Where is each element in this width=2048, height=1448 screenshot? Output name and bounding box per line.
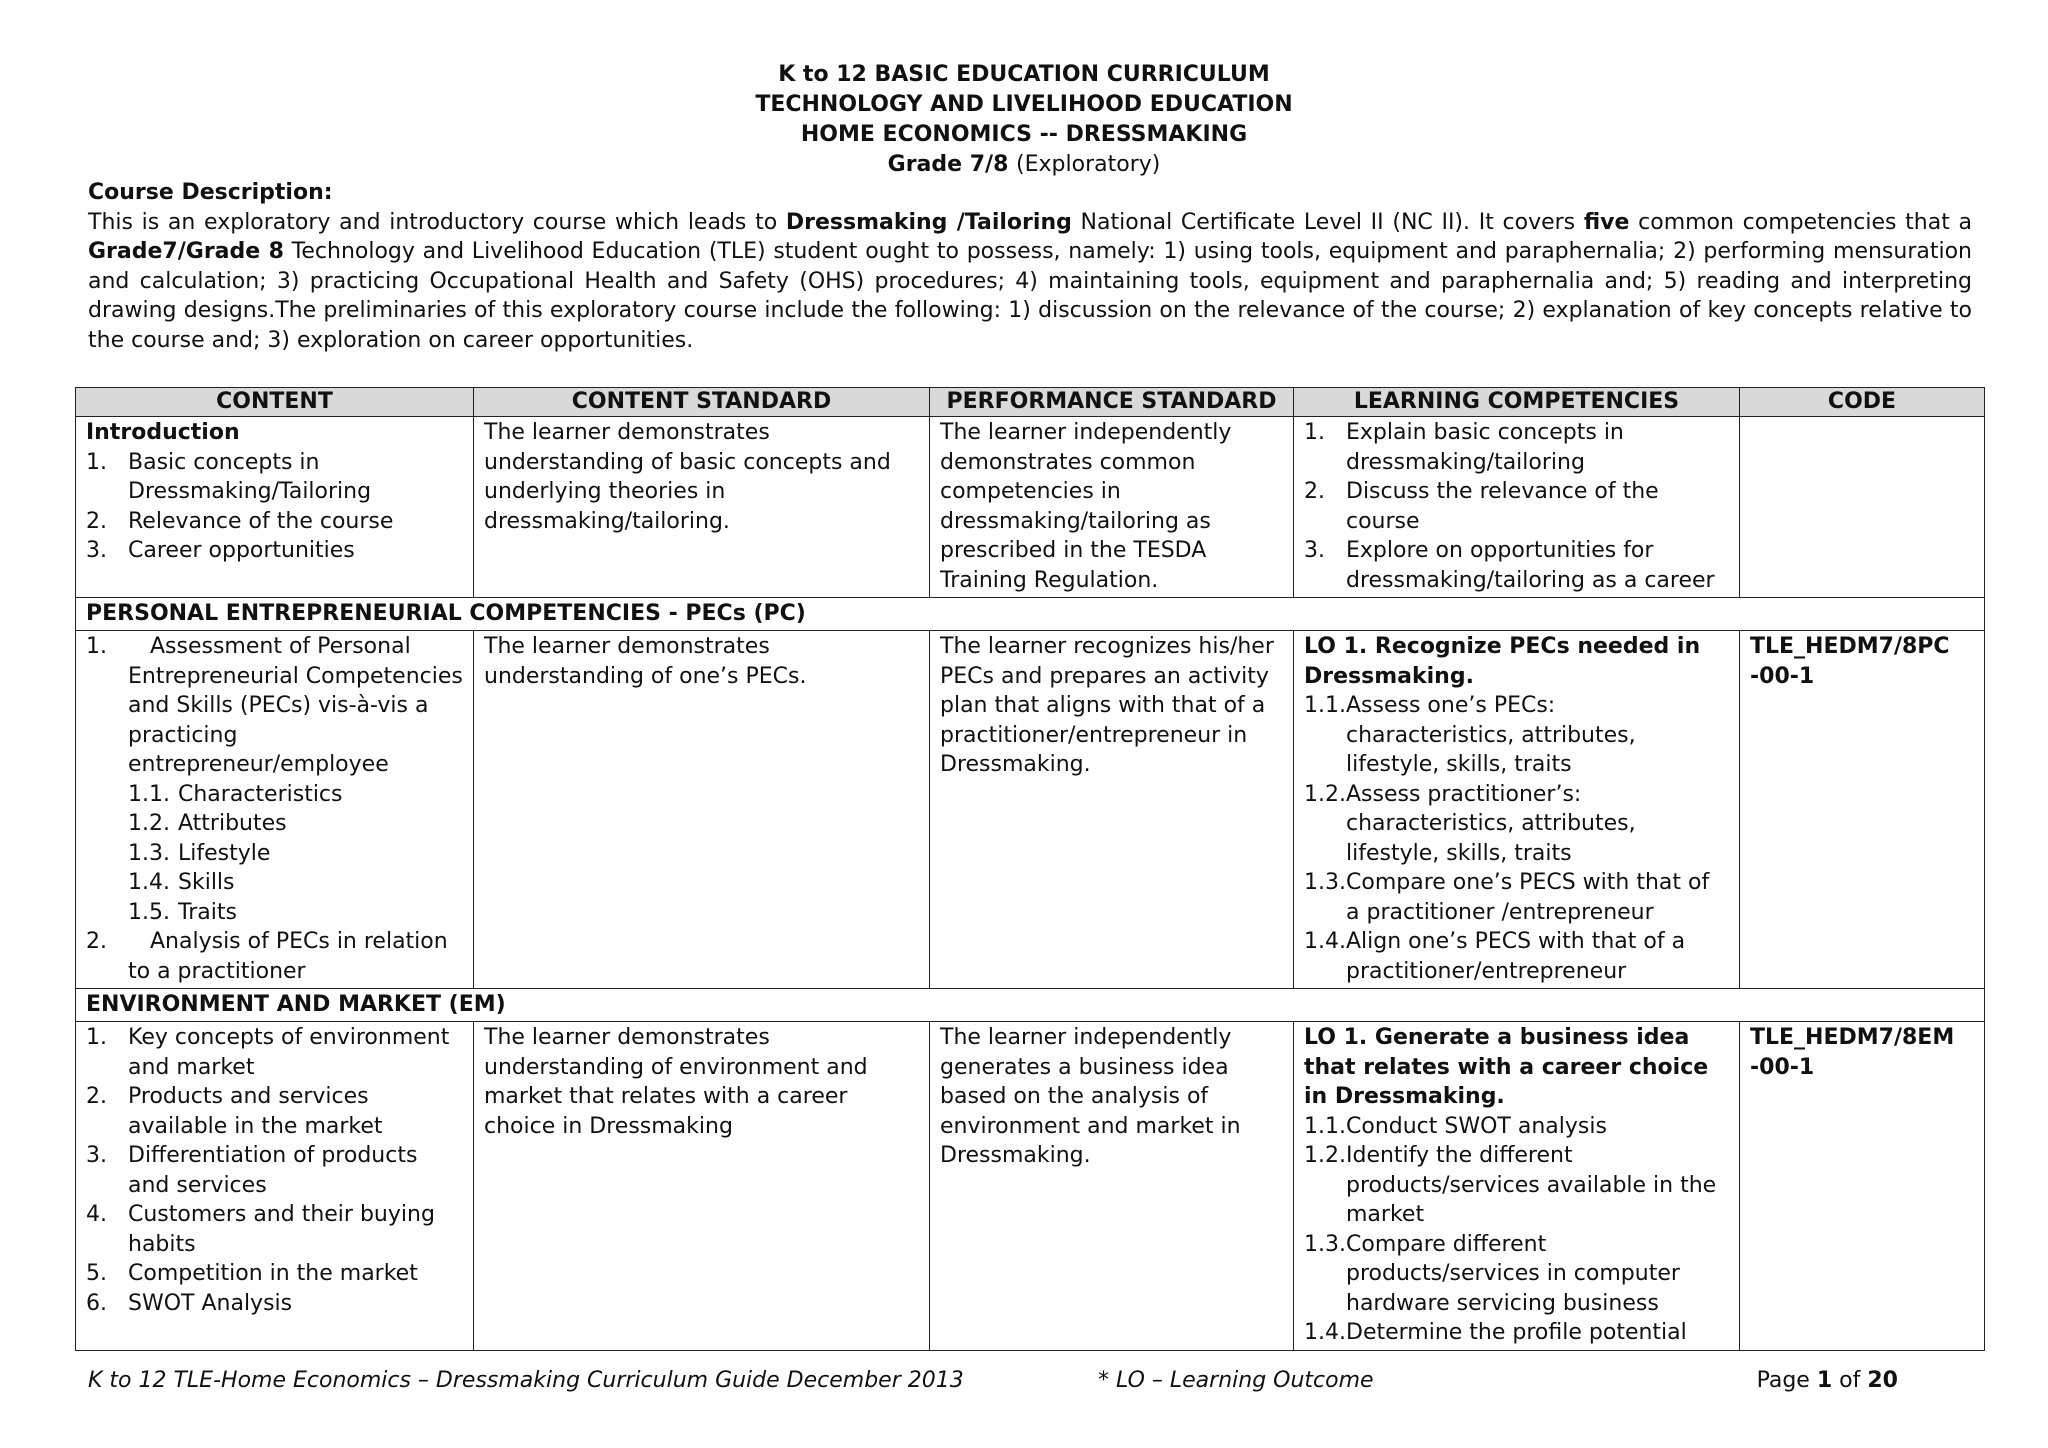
list-item: [1304, 780, 1729, 869]
section-row-em: [76, 989, 1985, 1022]
list-text: Customers and their buying habits: [128, 1202, 435, 1257]
desc-bold-2: five: [1583, 209, 1630, 235]
list-item: [86, 448, 463, 507]
column-header: CONTENT STANDARD: [474, 388, 930, 417]
list-item: [128, 898, 463, 928]
list-number: 1.5.: [128, 899, 170, 925]
list-text: Explain basic concepts in dressmaking/tailoring: [1346, 420, 1624, 475]
list-number: 1.3.: [1304, 1231, 1346, 1257]
list-text: Determine the profile potential: [1346, 1320, 1687, 1345]
list-item: [86, 927, 463, 986]
desc-text-3: common competencies that a: [1629, 209, 1973, 235]
page-footer: [88, 1368, 1898, 1398]
list-text: Align one’s PECS with that of a practitioner/entrepreneur: [1346, 929, 1686, 984]
list-text: Compare different products/services in computer hardware servicing business: [1346, 1231, 1680, 1316]
desc-text-4: Technology and Livelihood Education (TLE) student ought to possess, namely: 1) using tools, equipment and paraphernalia; 2) performing mensuration and calculation; 3) practicing Occupational Health and Safety (OHS) procedures; 4) maintaining tools, equipment and paraphernalia and; 5) reading and interpreting drawing designs.The preliminaries of this exploratory course include the following: 1) discussion on the relevance of the course; 2) explanation of key concepts relative to the course and; 3) exploration on career opportunities.: [88, 239, 1973, 353]
course-description: [88, 178, 1972, 355]
list-number: 1.1.: [1304, 1113, 1346, 1139]
list-item: [1304, 1141, 1729, 1230]
table-row-em: [76, 1022, 1985, 1351]
content-cell: [76, 631, 474, 989]
list-number: 3.: [86, 538, 107, 563]
column-header: CONTENT: [76, 388, 474, 417]
content-standard-cell: The learner demonstrates understanding of basic concepts and underlying theories in dressmaking/tailoring.: [474, 417, 930, 598]
list-text: Relevance of the course: [128, 508, 394, 534]
list-number: 3.: [1304, 538, 1325, 563]
list-item: [1304, 536, 1729, 595]
list-item: [1304, 691, 1729, 780]
code-cell: TLE_HEDM7/8EM -00-1: [1740, 1022, 1985, 1351]
list-number: 1.1.: [128, 781, 170, 807]
desc-bold-3: Grade7/Grade 8: [88, 239, 284, 264]
competencies-cell: [1294, 631, 1740, 989]
list-text: Assessment of Personal Entrepreneurial Competencies and Skills (PECs) vis-à-vis a practicing entrepreneur/employee: [128, 634, 463, 777]
list-text: Skills: [178, 870, 235, 895]
list-number: 1.2.: [1304, 781, 1346, 807]
list-number: 6.: [86, 1290, 107, 1316]
list-number: 2.: [86, 1084, 107, 1109]
learning-outcome-title: LO 1. Generate a business idea that relates with a career choice in Dressmaking.: [1304, 1025, 1709, 1109]
list-item: [86, 1082, 463, 1141]
table-header-row: [76, 388, 1985, 417]
section-heading: PERSONAL ENTREPRENEURIAL COMPETENCIES - PECs (PC): [76, 598, 1985, 631]
list-number: 4.: [86, 1202, 107, 1227]
list-item: [86, 1141, 463, 1200]
header-grade-note: (Exploratory): [1016, 152, 1161, 177]
list-item: [86, 507, 463, 537]
content-cell: [76, 1022, 474, 1351]
list-text: Analysis of PECs in relation to a practitioner: [128, 929, 448, 984]
performance-standard-cell: The learner independently generates a business idea based on the analysis of environment and market in Dressmaking.: [930, 1022, 1294, 1351]
list-number: 1.2.: [1304, 1143, 1346, 1168]
list-item: [128, 868, 463, 898]
list-item: [1304, 1112, 1729, 1142]
page-number: [1757, 1368, 1898, 1393]
list-text: Discuss the relevance of the course: [1346, 479, 1659, 534]
list-number: 1.4.: [128, 870, 170, 895]
list-number: 1.4.: [1304, 929, 1346, 954]
list-number: 5.: [86, 1261, 107, 1286]
list-text: Attributes: [178, 811, 287, 836]
performance-standard-cell: The learner recognizes his/her PECs and prepares an activity plan that aligns with that of a practitioner/entrepreneur in Dressmaking.: [930, 631, 1294, 989]
list-text: Traits: [178, 899, 237, 925]
list-item: [86, 632, 463, 927]
section-heading: ENVIRONMENT AND MARKET (EM): [76, 989, 1985, 1022]
list-item: [86, 1259, 463, 1289]
list-text: Competition in the market: [128, 1261, 418, 1286]
list-text: Basic concepts in Dressmaking/Tailoring: [128, 449, 372, 504]
column-header: LEARNING COMPETENCIES: [1294, 388, 1740, 417]
list-number: 1.: [86, 1025, 107, 1050]
list-text: SWOT Analysis: [128, 1290, 293, 1316]
list-text: Career opportunities: [128, 538, 355, 563]
content-standard-cell: The learner demonstrates understanding of environment and market that relates with a career choice in Dressmaking: [474, 1022, 930, 1351]
desc-text-2: National Certificate Level II (NC II). It covers: [1071, 209, 1584, 235]
list-item: [1304, 1318, 1729, 1348]
list-item: [1304, 1230, 1729, 1319]
desc-text-1: This is an exploratory and introductory course which leads to: [88, 209, 786, 235]
em-competency-list: [1304, 1112, 1729, 1348]
list-item: [1304, 418, 1729, 477]
list-text: Products and services available in the market: [128, 1084, 383, 1139]
list-number: 3.: [86, 1143, 107, 1168]
list-item: [86, 1200, 463, 1259]
list-number: 1.3.: [128, 840, 170, 866]
list-number: 1.4.: [1304, 1320, 1346, 1345]
list-item: [128, 809, 463, 839]
header-line-3: HOME ECONOMICS -- DRESSMAKING: [800, 122, 1248, 147]
page-of-label: of: [1839, 1368, 1861, 1393]
list-item: [1304, 927, 1729, 986]
list-number: 2.: [1304, 479, 1325, 504]
code-cell: TLE_HEDM7/8PC -00-1: [1740, 631, 1985, 989]
list-text: Assess practitioner’s: characteristics, attributes, lifestyle, skills, traits: [1346, 781, 1636, 866]
code-cell: [1740, 417, 1985, 598]
pecs-content-list: [86, 632, 463, 986]
list-text: Compare one’s PECS with that of a practitioner /entrepreneur: [1346, 870, 1710, 925]
pecs-competency-list: [1304, 691, 1729, 986]
footer-guide-title: K to 12 TLE-Home Economics – Dressmaking Curriculum Guide December 2013: [88, 1368, 964, 1393]
desc-bold-1: Dressmaking /Tailoring: [785, 209, 1072, 235]
list-item: [86, 1023, 463, 1082]
performance-standard-cell: The learner independently demonstrates common competencies in dressmaking/tailoring as prescribed in the TESDA Training Regulation.: [930, 417, 1294, 598]
table-row-pecs: [76, 631, 1985, 989]
competencies-cell: [1294, 1022, 1740, 1351]
learning-outcome-title: LO 1. Recognize PECs needed in Dressmaking.: [1304, 634, 1701, 689]
list-item: [86, 1289, 463, 1319]
list-item: [1304, 477, 1729, 536]
list-number: 1.: [1304, 420, 1325, 445]
list-number: 1.: [86, 634, 107, 659]
list-text: Conduct SWOT analysis: [1346, 1113, 1607, 1139]
list-text: Differentiation of products and services: [128, 1143, 418, 1198]
page-total: 20: [1867, 1368, 1898, 1393]
list-item: [86, 536, 463, 566]
column-header: PERFORMANCE STANDARD: [930, 388, 1294, 417]
footer-legend: * LO – Learning Outcome: [1098, 1368, 1374, 1393]
intro-competency-list: [1304, 418, 1729, 595]
list-item: [1304, 868, 1729, 927]
course-description-body: [88, 208, 1972, 356]
intro-title: Introduction: [86, 420, 240, 445]
em-content-list: [86, 1023, 463, 1318]
page-current: 1: [1816, 1368, 1833, 1393]
document-header: [0, 60, 2048, 180]
list-number: 2.: [86, 929, 107, 954]
list-item: [128, 780, 463, 810]
intro-content-list: [86, 448, 463, 566]
curriculum-table: [75, 387, 1985, 1351]
table-row-introduction: [76, 417, 1985, 598]
content-standard-cell: The learner demonstrates understanding of one’s PECs.: [474, 631, 930, 989]
section-row-pecs: [76, 598, 1985, 631]
list-number: 2.: [86, 508, 107, 534]
list-number: 1.2.: [128, 811, 170, 836]
list-number: 1.3.: [1304, 870, 1346, 895]
list-number: 1.1.: [1304, 693, 1346, 718]
list-number: 1.: [86, 449, 107, 475]
list-text: Key concepts of environment and market: [128, 1025, 450, 1080]
competencies-cell: [1294, 417, 1740, 598]
list-item: [128, 839, 463, 869]
column-header: CODE: [1740, 388, 1985, 417]
list-text: Lifestyle: [178, 840, 271, 866]
list-text: Assess one’s PECs: characteristics, attributes, lifestyle, skills, traits: [1346, 693, 1636, 777]
list-text: Explore on opportunities for dressmaking/tailoring as a career: [1346, 538, 1715, 593]
header-line-2: TECHNOLOGY AND LIVELIHOOD EDUCATION: [755, 92, 1293, 117]
page-label: Page: [1756, 1368, 1810, 1393]
header-grade-line: [0, 150, 2048, 180]
list-text: Identify the different products/services available in the market: [1346, 1143, 1717, 1227]
pecs-sub-list: [128, 780, 463, 928]
header-line-1: K to 12 BASIC EDUCATION CURRICULUM: [778, 62, 1270, 87]
course-description-heading: Course Description:: [88, 180, 333, 205]
header-grade: Grade 7/8: [887, 152, 1009, 177]
list-text: Characteristics: [178, 781, 343, 807]
content-cell: [76, 417, 474, 598]
